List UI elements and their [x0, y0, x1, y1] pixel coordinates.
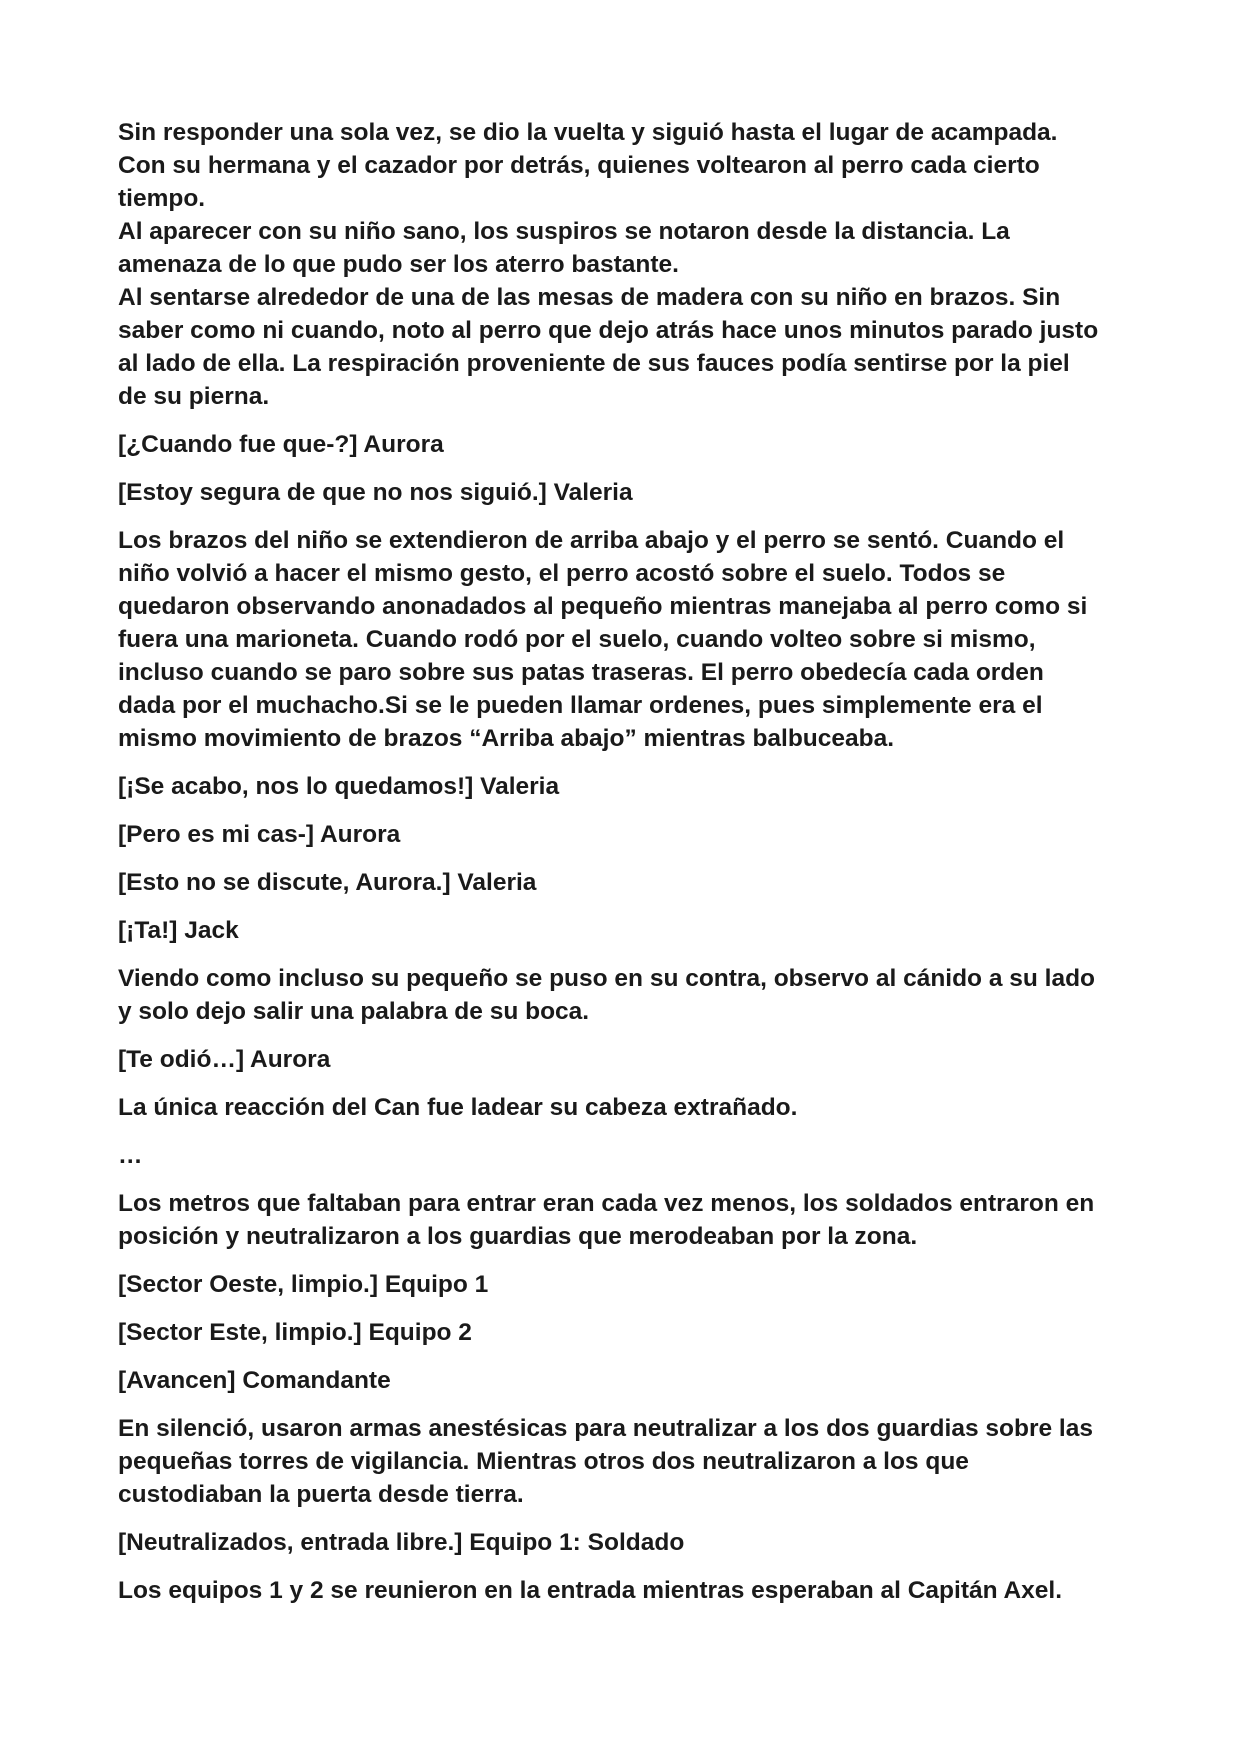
text-line: … — [118, 1142, 143, 1169]
dialogue-line — [118, 476, 1128, 509]
narration-paragraph — [118, 116, 1128, 413]
dialogue-line — [118, 1526, 1128, 1559]
text-line: niño volvió a hacer el mismo gesto, el perro acostó sobre el suelo. Todos se — [118, 560, 1006, 587]
narration-paragraph — [118, 524, 1128, 755]
text-line: [Estoy segura de que no nos siguió.] Valeria — [118, 479, 633, 506]
text-line: Al aparecer con su niño sano, los suspiros se notaron desde la distancia. La — [118, 218, 1010, 245]
text-line: [Sector Este, limpio.] Equipo 2 — [118, 1319, 472, 1346]
text-line: [¡Ta!] Jack — [118, 917, 239, 944]
dialogue-line — [118, 914, 1128, 947]
text-line: Los brazos del niño se extendieron de arriba abajo y el perro se sentó. Cuando el — [118, 527, 1065, 554]
dialogue-line — [118, 818, 1128, 851]
text-line: posición y neutralizaron a los guardias que merodeaban por la zona. — [118, 1223, 918, 1250]
dialogue-line — [118, 1043, 1128, 1076]
dialogue-line — [118, 1268, 1128, 1301]
text-line: y solo dejo salir una palabra de su boca. — [118, 998, 590, 1025]
text-line: quedaron observando anonadados al pequeño mientras manejaba al perro como si — [118, 593, 1088, 620]
text-line: pequeñas torres de vigilancia. Mientras otros dos neutralizaron a los que — [118, 1448, 969, 1475]
text-line: mismo movimiento de brazos “Arriba abajo” mientras balbuceaba. — [118, 725, 895, 752]
dialogue-line — [118, 1364, 1128, 1397]
dialogue-line — [118, 770, 1128, 803]
narration-paragraph — [118, 1091, 1128, 1124]
text-line: [¿Cuando fue que-?] Aurora — [118, 431, 444, 458]
narration-paragraph — [118, 1187, 1128, 1253]
text-line: [Te odió…] Aurora — [118, 1046, 331, 1073]
text-line: dada por el muchacho.Si se le pueden llamar ordenes, pues simplemente era el — [118, 692, 1043, 719]
text-line: tiempo. — [118, 185, 206, 212]
narration-paragraph — [118, 962, 1128, 1028]
text-line: de su pierna. — [118, 383, 270, 410]
text-line: saber como ni cuando, noto al perro que dejo atrás hace unos minutos parado justo — [118, 317, 1099, 344]
text-line: incluso cuando se paro sobre sus patas traseras. El perro obedecía cada orden — [118, 659, 1044, 686]
text-line: [Neutralizados, entrada libre.] Equipo 1: Soldado — [118, 1529, 685, 1556]
text-line: fuera una marioneta. Cuando rodó por el suelo, cuando volteo sobre si mismo, — [118, 626, 1036, 653]
text-line: La única reacción del Can fue ladear su cabeza extrañado. — [118, 1094, 798, 1121]
text-line: al lado de ella. La respiración proveniente de sus fauces podía sentirse por la piel — [118, 350, 1070, 377]
text-line: [Esto no se discute, Aurora.] Valeria — [118, 869, 537, 896]
text-line: Los equipos 1 y 2 se reunieron en la entrada mientras esperaban al Capitán Axel. — [118, 1577, 1063, 1604]
text-line: [Sector Oeste, limpio.] Equipo 1 — [118, 1271, 489, 1298]
scene-separator — [118, 1139, 1128, 1172]
dialogue-line — [118, 428, 1128, 461]
document-body — [118, 116, 1128, 1622]
text-line: Sin responder una sola vez, se dio la vuelta y siguió hasta el lugar de acampada. — [118, 119, 1058, 146]
text-line: [Avancen] Comandante — [118, 1367, 391, 1394]
dialogue-line — [118, 866, 1128, 899]
text-line: [Pero es mi cas-] Aurora — [118, 821, 401, 848]
text-line: Con su hermana y el cazador por detrás, quienes voltearon al perro cada cierto — [118, 152, 1040, 179]
text-line: [¡Se acabo, nos lo quedamos!] Valeria — [118, 773, 560, 800]
text-line: En silenció, usaron armas anestésicas para neutralizar a los dos guardias sobre las — [118, 1415, 1093, 1442]
text-line: Los metros que faltaban para entrar eran cada vez menos, los soldados entraron en — [118, 1190, 1095, 1217]
text-line: amenaza de lo que pudo ser los aterro bastante. — [118, 251, 679, 278]
dialogue-line — [118, 1316, 1128, 1349]
text-line: Viendo como incluso su pequeño se puso en su contra, observo al cánido a su lado — [118, 965, 1096, 992]
narration-paragraph — [118, 1574, 1128, 1607]
narration-paragraph — [118, 1412, 1128, 1511]
text-line: custodiaban la puerta desde tierra. — [118, 1481, 524, 1508]
text-line: Al sentarse alrededor de una de las mesas de madera con su niño en brazos. Sin — [118, 284, 1061, 311]
